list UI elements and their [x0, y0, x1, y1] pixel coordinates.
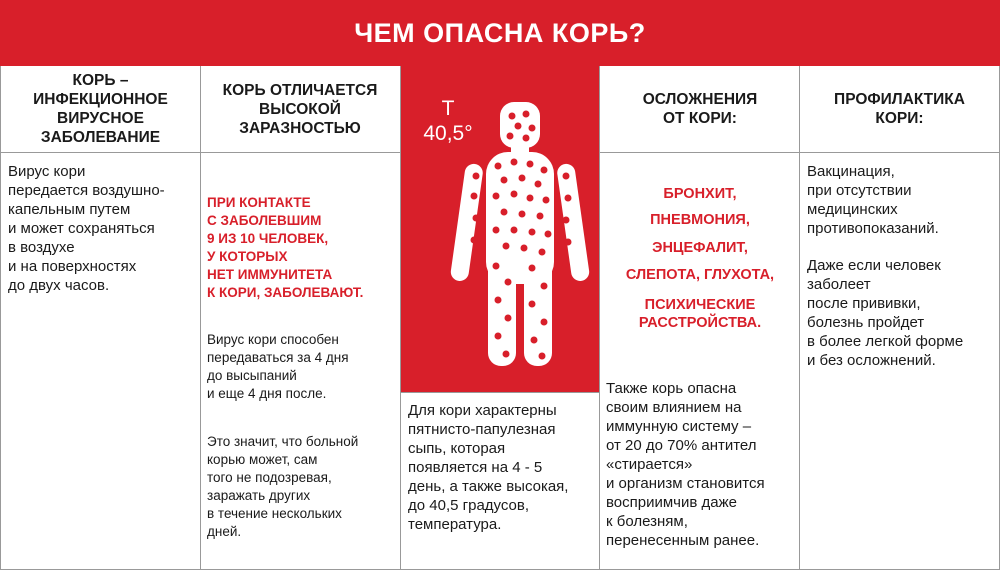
temperature-label: Т 40,5° [423, 97, 473, 145]
rash-description: Для кори характерны пятнисто-папулезная сыпь, которая появляется на 4 - 5 день, а также высокая, до 40,5 градусов, температура. [408, 402, 569, 533]
grid-line [400, 392, 600, 393]
column-text: Вакцинация, при отсутствии медицинских противопоказаний. [807, 163, 939, 237]
column-header: КОРЬ ОТЛИЧАЕТСЯ ВЫСОКОЙ ЗАРАЗНОСТЬЮ [222, 81, 378, 137]
column-header: КОРЬ – ИНФЕКЦИОННОЕ ВИРУСНОЕ ЗАБОЛЕВАНИЕ [33, 72, 168, 146]
column-contagiousness [200, 66, 400, 570]
column-text: Даже если человек заболеет после прививки, болезнь пройдет в более легкой форме и без осложнений. [807, 257, 964, 369]
column-text: Также корь опасна своим влиянием на иммунную систему – от 20 до 70% антител «стирается» и организм становится восприимчив даже к болезням, перенесенным ранее. [606, 380, 765, 549]
column-text: Это значит, что больной корью может, сам того не подозревая, заражать других в течение нескольких дней. [207, 434, 359, 539]
column-text: Вирус кори передается воздушно- капельным путем и может сохраняться в воздухе и на поверхностях до двух часов. [8, 163, 165, 294]
column-infection [0, 66, 200, 570]
contagion-highlight: ПРИ КОНТАКТЕ С ЗАБОЛЕВШИМ 9 ИЗ 10 ЧЕЛОВЕК, У КОТОРЫХ НЕТ ИММУНИТЕТА К КОРИ, ЗАБОЛЕВАЮТ. [207, 195, 364, 300]
title-banner [0, 0, 1000, 66]
complication-item: ПНЕВМОНИЯ, [650, 212, 750, 228]
column-prevention [800, 66, 1000, 570]
complication-item: БРОНХИТ, [663, 186, 737, 202]
column-text: Вирус кори способен передаваться за 4 дня до высыпаний и еще 4 дня после. [207, 332, 349, 401]
column-header: ОСЛОЖНЕНИЯ ОТ КОРИ: [642, 91, 758, 127]
complication-item: ПСИХИЧЕСКИЕ РАССТРОЙСТВА. [638, 297, 762, 331]
complication-item: СЛЕПОТА, ГЛУХОТА, [625, 267, 775, 283]
rash-figure-icon [400, 66, 600, 392]
column-header: ПРОФИЛАКТИКА КОРИ: [834, 91, 965, 127]
complication-item: ЭНЦЕФАЛИТ, [652, 240, 748, 256]
page-title: ЧЕМ ОПАСНА КОРЬ? [354, 17, 646, 48]
